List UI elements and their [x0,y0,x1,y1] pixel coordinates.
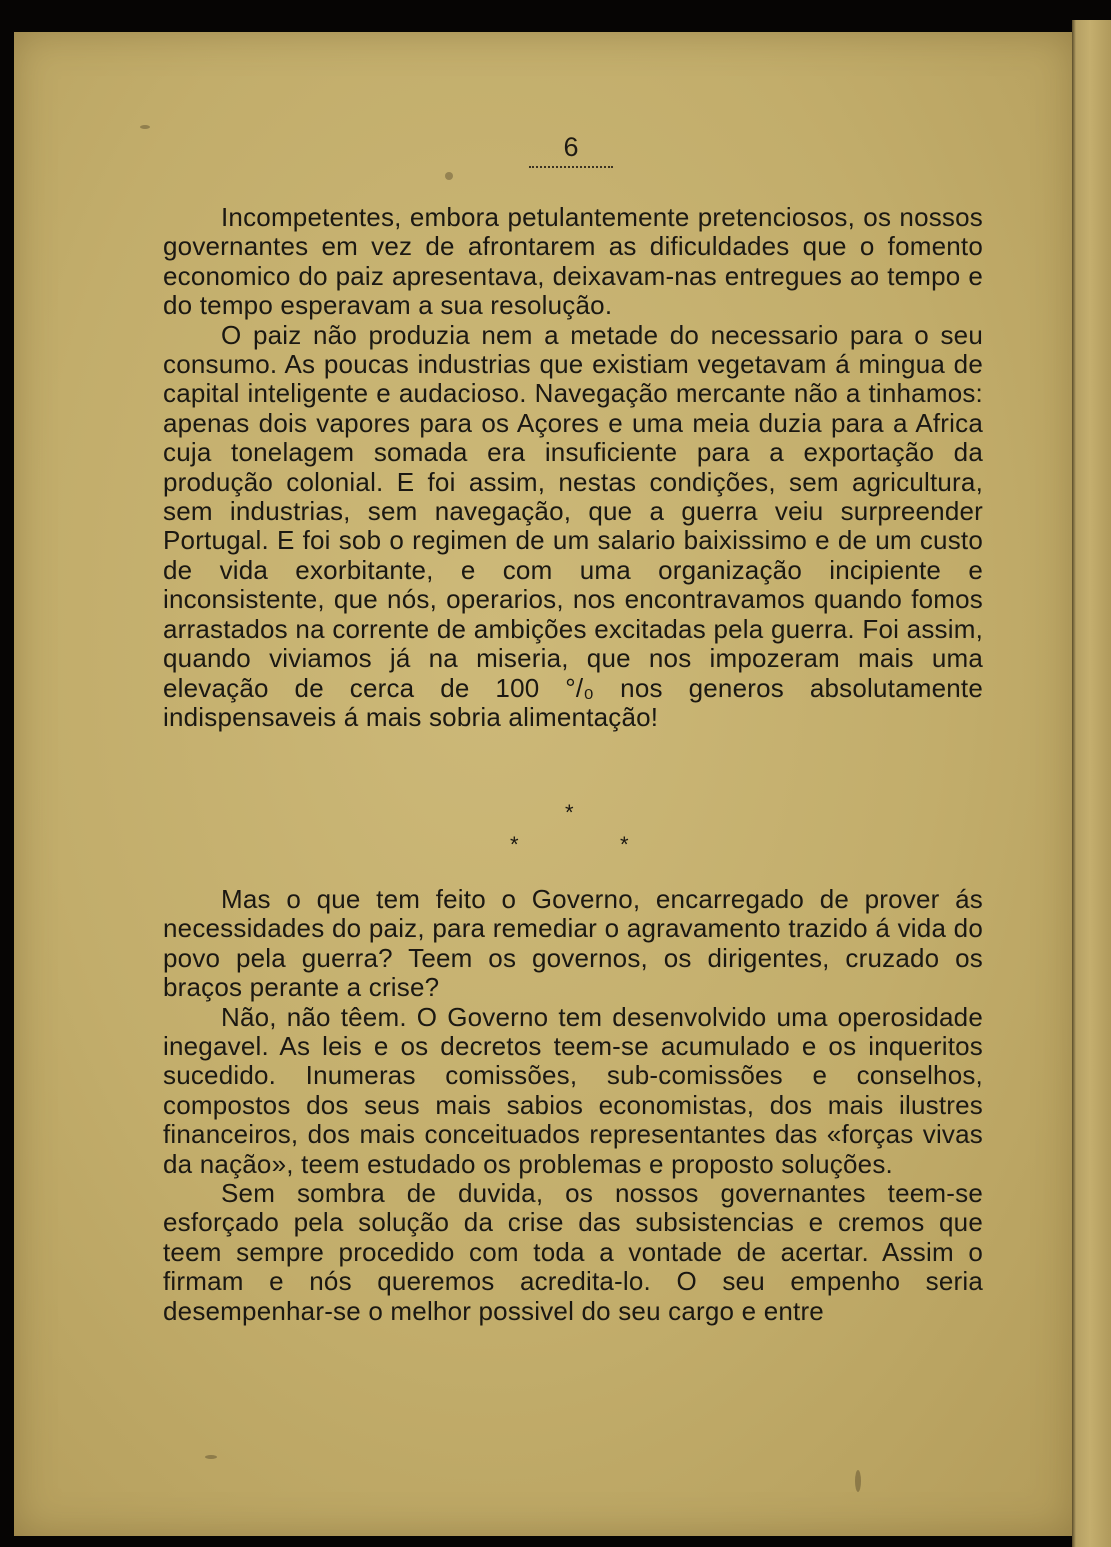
ink-speck [205,1455,217,1459]
page-number: 6 [563,132,579,162]
ink-speck [140,125,150,129]
asterisk-ornament: * [565,800,574,825]
paragraph: Incompetentes, embora petulantemente pretenciosos, os nossos governantes em vez de afrontarem as dificuldades que o fomento economico do paiz apresentava, deixavam-nas entregues ao tempo e do tempo esperavam a sua resolução. [163,202,983,321]
paragraph: Não, não têem. O Governo tem desenvolvido uma operosidade inegavel. As leis e os decretos teem-se acumulado e os inqueritos sucedido. Inumeras comissões, sub-comissões e conselhos, compostos dos seus mais sabios economistas, dos mais ilustres financeiros, dos mais conceituados representantes das «forças vivas da nação», teem estudado os problemas e proposto soluções. [163,1001,983,1179]
paragraph: Sem sombra de duvida, os nossos governantes teem-se esforçado pela solução da crise das subsistencias e cremos que teem sempre procedido com toda a vontade de acertar. Assim o firmam e nós queremos acredita-lo. O seu empenho seria desempenhar-se o melhor possivel do seu cargo e entre [163,1178,983,1326]
section-separator [490,800,650,860]
ink-speck [855,1470,861,1492]
asterisk-ornament: * [510,832,519,857]
page-number-rule [529,166,613,168]
text-section-2 [163,885,983,1326]
paragraph: Mas o que tem feito o Governo, encarregado de prover ás necessidades do paiz, para remediar o agravamento trazido á vida do povo pela guerra? Teem os governos, os dirigentes, cruzado os braços perante a crise? [163,884,983,1003]
ink-speck [445,172,453,180]
asterisk-ornament: * [620,832,629,857]
paragraph: O paiz não produzia nem a metade do necessario para o seu consumo. As poucas industrias que existiam vegetavam á mingua de capital inteligente e audacioso. Navegação mercante não a tinhamos: apenas dois vapores para os Açores e uma meia duzia para a Africa cuja tonelagem somada era insuficiente para a exportação da produção colonial. E foi assim, nestas condições, sem agricultura, sem industrias, sem navegação, que a guerra veiu surpreender Portugal. E foi sob o regimen de um salario baixissimo e de um custo de vida exorbitante, e com uma organização incipiente e inconsistente, que nós, operarios, nos encontravamos quando fomos arrastados na corrente de ambições excitadas pela guerra. Foi assim, quando viviamos já na miseria, que nos impozeram mais uma elevação de cerca de 100 °/₀ nos generos absolutamente indispensaveis á mais sobria alimentação! [163,319,983,732]
text-section-1 [163,203,983,732]
page-header [526,132,616,168]
page-edge [1072,20,1111,1547]
